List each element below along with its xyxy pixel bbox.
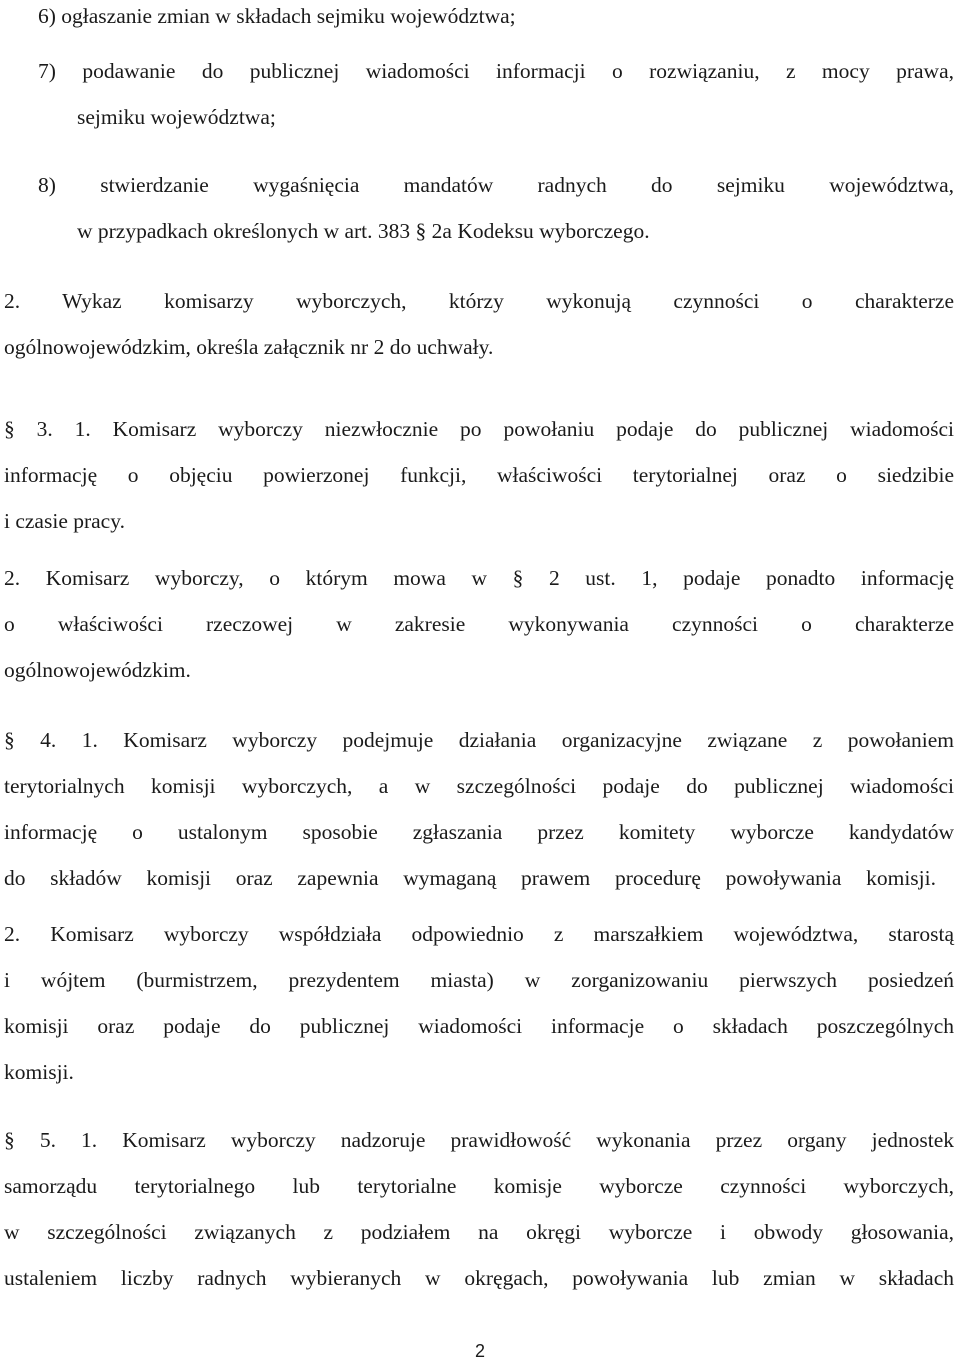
text-line: i wójtem (burmistrzem, prezydentem miasta) w zorganizowaniu pierwszych posiedzeń — [4, 968, 954, 992]
text-line: ogólnowojewódzkim, określa załącznik nr 2 do uchwały. — [4, 335, 494, 359]
text-line: § 4. 1. Komisarz wyborczy podejmuje działania organizacyjne związane z powołaniem — [4, 728, 954, 752]
text-line: 8) stwierdzanie wygaśnięcia mandatów radnych do sejmiku województwa, — [38, 173, 954, 197]
text-line: 2. Wykaz komisarzy wyborczych, którzy wykonują czynności o charakterze — [4, 289, 954, 313]
text-line: informację o objęciu powierzonej funkcji, właściwości terytorialnej oraz o siedzibie — [4, 463, 954, 487]
text-line: komisji. — [4, 1060, 74, 1084]
text-line: ogólnowojewódzkim. — [4, 658, 191, 682]
text-line: samorządu terytorialnego lub terytorialne komisje wyborcze czynności wyborczych, — [4, 1174, 954, 1198]
text-line: 2. Komisarz wyborczy, o którym mowa w § 2 ust. 1, podaje ponadto informację — [4, 566, 954, 590]
text-line: ustaleniem liczby radnych wybieranych w okręgach, powoływania lub zmian w składach — [4, 1266, 954, 1290]
text-line: w szczególności związanych z podziałem na okręgi wyborcze i obwody głosowania, — [4, 1220, 954, 1244]
text-line: informację o ustalonym sposobie zgłaszania przez komitety wyborcze kandydatów — [4, 820, 954, 844]
text-line: komisji oraz podaje do publicznej wiadomości informacje o składach poszczególnych — [4, 1014, 954, 1038]
text-line: § 5. 1. Komisarz wyborczy nadzoruje prawidłowość wykonania przez organy jednostek — [4, 1128, 954, 1152]
text-line: do składów komisji oraz zapewnia wymaganą prawem procedurę powoływania komisji. — [4, 866, 936, 890]
text-line: terytorialnych komisji wyborczych, a w szczególności podaje do publicznej wiadomości — [4, 774, 954, 798]
text-line: w przypadkach określonych w art. 383 § 2a Kodeksu wyborczego. — [77, 219, 650, 243]
page-number: 2 — [474, 1341, 485, 1361]
text-line: 7) podawanie do publicznej wiadomości informacji o rozwiązaniu, z mocy prawa, — [38, 59, 954, 83]
text-line: § 3. 1. Komisarz wyborczy niezwłocznie po powołaniu podaje do publicznej wiadomości — [4, 417, 954, 441]
text-line: sejmiku województwa; — [77, 105, 276, 129]
text-line: i czasie pracy. — [4, 509, 125, 533]
text-line: o właściwości rzeczowej w zakresie wykonywania czynności o charakterze — [4, 612, 954, 636]
text-line: 6) ogłaszanie zmian w składach sejmiku województwa; — [38, 4, 516, 28]
text-line: 2. Komisarz wyborczy współdziała odpowiednio z marszałkiem województwa, starostą — [4, 922, 954, 946]
